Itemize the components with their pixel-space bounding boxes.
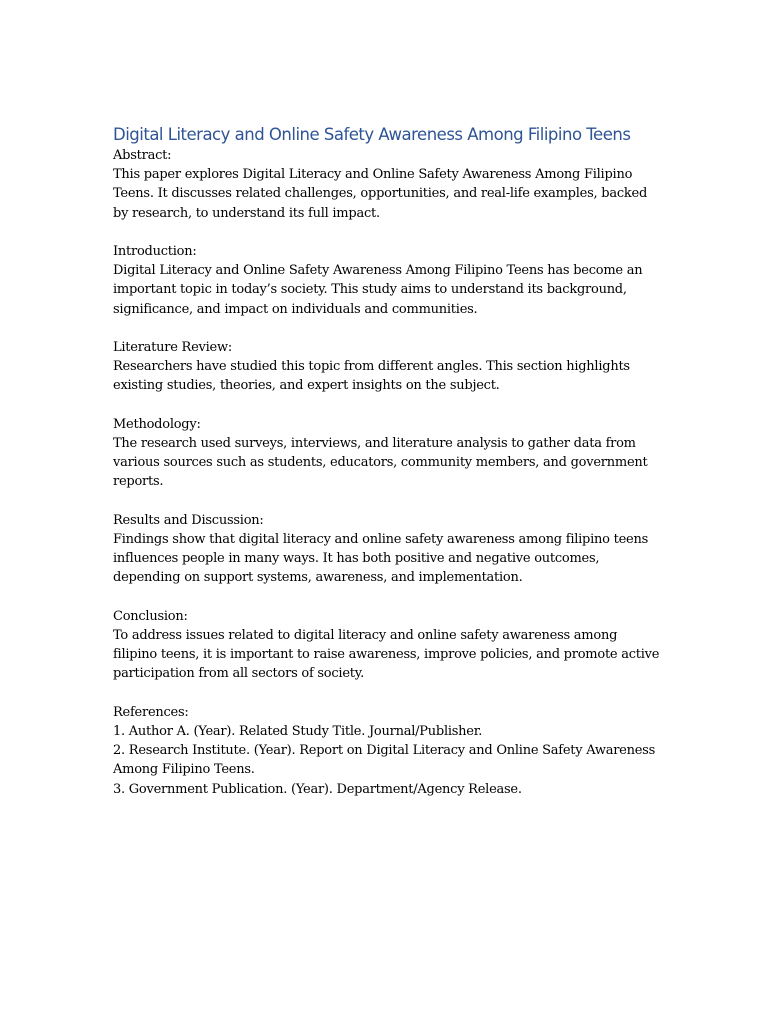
document-page (113, 124, 661, 799)
section-body: This paper explores Digital Literacy and Online Safety Awareness Among Filipino Teens. It discusses related challenges, opportunities, and real-life examples, backed by research, to understand its full impact. (113, 167, 648, 221)
section-body: Researchers have studied this topic from different angles. This section highlights existing studies, theories, and expert insights on the subject. (113, 359, 630, 394)
section-body: To address issues related to digital literacy and online safety awareness among filipino teens, it is important to raise awareness, improve policies, and promote active participation from all sectors of society. (113, 628, 660, 682)
section-heading: Results and Discussion: (113, 512, 264, 528)
section-introduction (113, 242, 661, 319)
section-methodology (113, 415, 661, 492)
section-references (113, 703, 661, 799)
section-conclusion (113, 607, 661, 684)
references-heading: References: (113, 704, 189, 720)
section-body: Digital Literacy and Online Safety Awareness Among Filipino Teens has become an important topic in today’s society. This study aims to understand its background, significance, and impact on individuals and communities. (113, 263, 643, 317)
section-heading: Conclusion: (113, 608, 188, 624)
section-heading: Abstract: (113, 148, 172, 163)
section-body: Findings show that digital literacy and online safety awareness among filipino teens influences people in many ways. It has both positive and negative outcomes, depending on support systems, awareness, and implementation. (113, 532, 649, 586)
section-literature-review (113, 338, 661, 396)
section-results-discussion (113, 511, 661, 588)
reference-item: 3. Government Publication. (Year). Department/Agency Release. (113, 781, 522, 797)
reference-item: 2. Research Institute. (Year). Report on Digital Literacy and Online Safety Awareness Among Filipino Teens. (113, 743, 656, 778)
section-heading: Introduction: (113, 244, 197, 259)
section-body: The research used surveys, interviews, and literature analysis to gather data from various sources such as students, educators, community members, and government reports. (113, 436, 648, 490)
section-heading: Literature Review: (113, 340, 232, 355)
reference-item: 1. Author A. (Year). Related Study Title. Journal/Publisher. (113, 724, 483, 739)
section-heading: Methodology: (113, 416, 201, 432)
section-abstract (113, 146, 661, 223)
document-title: Digital Literacy and Online Safety Awareness Among Filipino Teens (113, 125, 631, 144)
